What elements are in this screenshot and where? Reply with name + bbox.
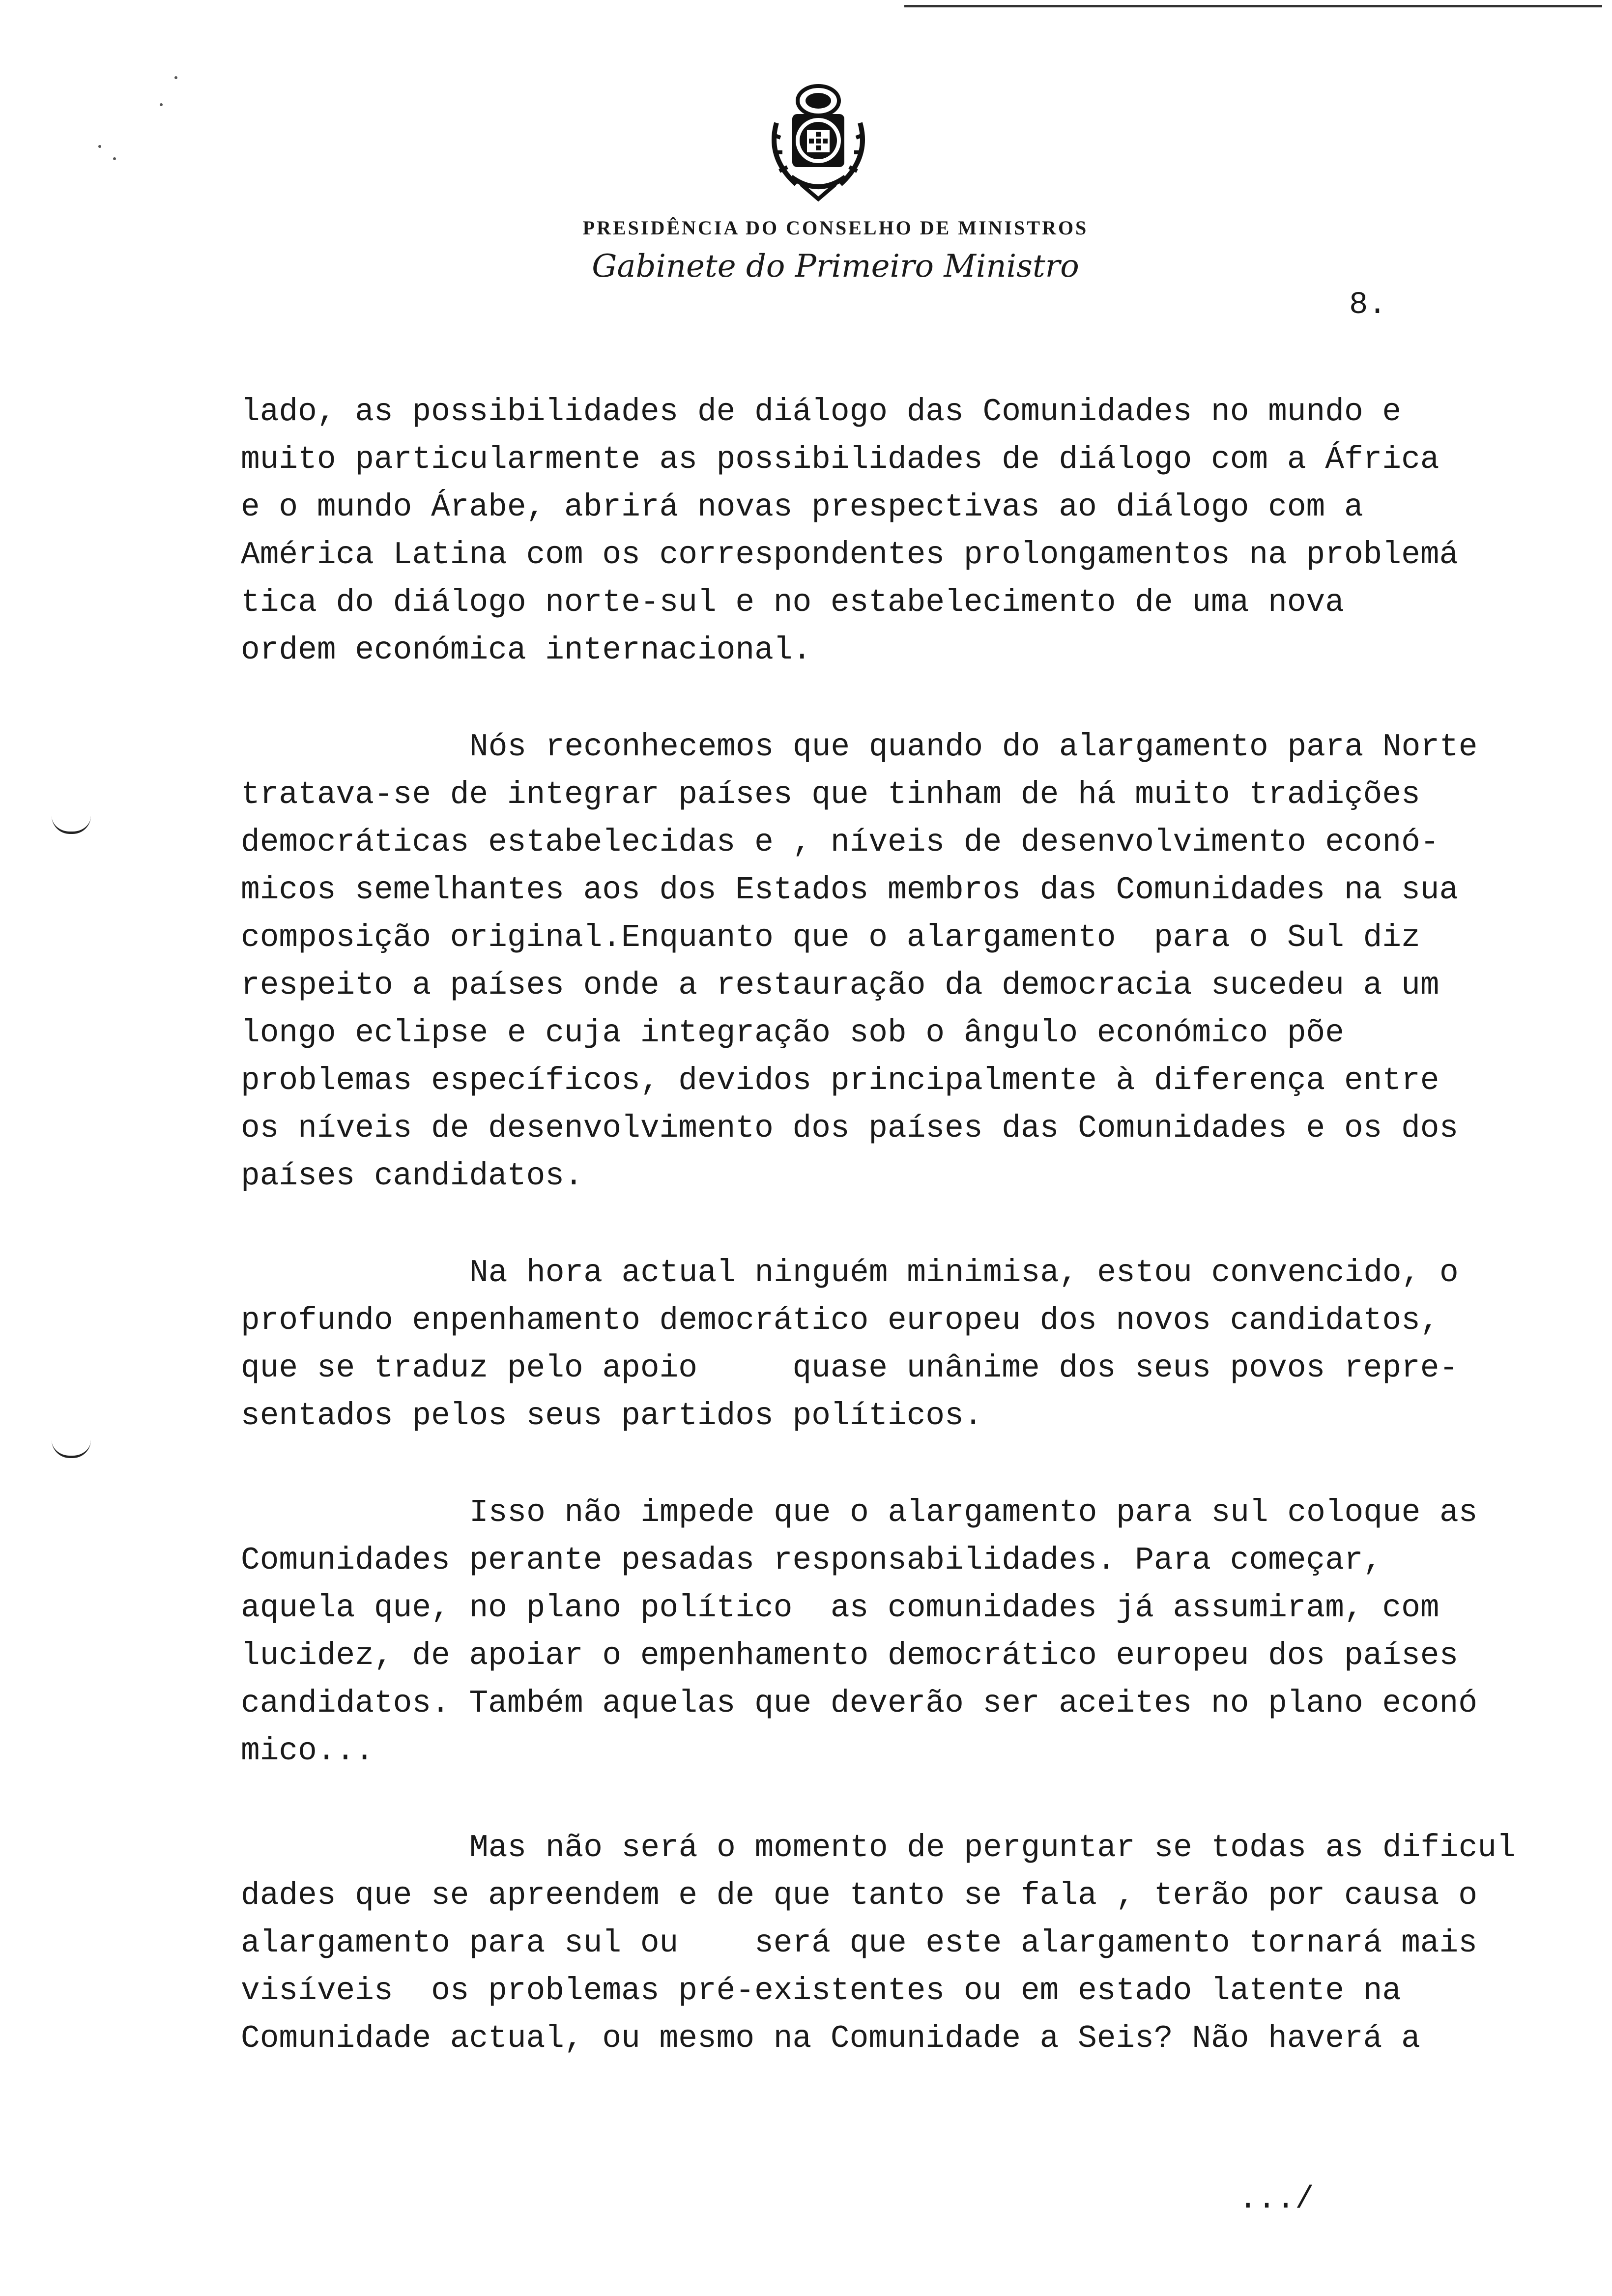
text-line: Mas não será o momento de perguntar se todas as dificul	[469, 1830, 1516, 1866]
text-line: e o mundo Árabe, abrirá novas prespectivas ao diálogo com a	[241, 489, 1363, 525]
paragraph	[241, 388, 1528, 674]
text-line: tratava-se de integrar países que tinham de há muito tradições	[241, 777, 1420, 813]
text-line: democráticas estabelecidas e , níveis de desenvolvimento econó-	[241, 825, 1439, 861]
text-line: aquela que, no plano político as comunidades já assumiram, com	[241, 1590, 1439, 1626]
text-line: Isso não impede que o alargamento para sul coloque as	[469, 1495, 1478, 1531]
binder-mark	[52, 816, 91, 834]
text-line: ordem económica internacional.	[241, 632, 812, 668]
text-line: os níveis de desenvolvimento dos países das Comunidades e os dos	[241, 1111, 1459, 1147]
text-line: Comunidade actual, ou mesmo na Comunidade a Seis? Não haverá a	[241, 2021, 1420, 2057]
text-line: lado, as possibilidades de diálogo das Comunidades no mundo e	[241, 394, 1402, 430]
scan-speck	[113, 157, 116, 160]
scan-speck	[174, 76, 177, 79]
coat-of-arms-seal	[762, 79, 875, 201]
text-line: sentados pelos seus partidos políticos.	[241, 1398, 983, 1434]
paragraph	[241, 1489, 1528, 1775]
top-rule	[904, 5, 1602, 7]
text-line: que se traduz pelo apoio quase unânime dos seus povos repre-	[241, 1350, 1459, 1386]
scan-speck	[160, 103, 163, 106]
text-line: composição original.Enquanto que o alargamento para o Sul diz	[241, 920, 1420, 956]
text-line: candidatos. Também aquelas que deverão ser aceites no plano econó	[241, 1686, 1477, 1722]
text-line: Nós reconhecemos que quando do alargamento para Norte	[469, 729, 1478, 765]
text-line: países candidatos.	[241, 1158, 583, 1194]
text-line: alargamento para sul ou será que este alargamento tornará mais	[241, 1925, 1477, 1961]
text-line: Na hora actual ninguém minimisa, estou convencido, o	[469, 1255, 1459, 1291]
text-line: tica do diálogo norte-sul e no estabelecimento de uma nova	[241, 585, 1344, 621]
text-line: dades que se apreendem e de que tanto se fala , terão por causa o	[241, 1878, 1477, 1914]
text-line: respeito a países onde a restauração da democracia sucedeu a um	[241, 968, 1439, 1004]
text-line: muito particularmente as possibilidades de diálogo com a África	[241, 442, 1439, 478]
text-line: América Latina com os correspondentes prolongamentos na problemá	[241, 537, 1459, 573]
text-line: micos semelhantes aos dos Estados membros das Comunidades na sua	[241, 872, 1459, 908]
text-line: lucidez, de apoiar o empenhamento democrático europeu dos países	[241, 1638, 1459, 1674]
scan-speck	[98, 145, 101, 148]
document-body	[241, 388, 1528, 2063]
binder-mark	[52, 1440, 91, 1458]
text-line: Comunidades perante pesadas responsabilidades. Para começar,	[241, 1543, 1382, 1578]
paragraph	[241, 723, 1528, 1200]
office-name: Gabinete do Primeiro Ministro	[592, 248, 1079, 285]
text-line: longo eclipse e cuja integração sob o ângulo económico põe	[241, 1015, 1344, 1051]
paragraph	[241, 1249, 1528, 1440]
paragraph	[241, 1824, 1528, 2063]
continuation-mark: .../	[1238, 2182, 1314, 2217]
text-line: mico...	[241, 1733, 374, 1769]
organization-name: PRESIDÊNCIA DO CONSELHO DE MINISTROS	[582, 217, 1089, 239]
text-line: profundo enpenhamento democrático europeu dos novos candidatos,	[241, 1303, 1439, 1339]
text-line: problemas específicos, devidos principalmente à diferença entre	[241, 1063, 1439, 1099]
page-number: 8.	[1349, 287, 1387, 323]
text-line: visíveis os problemas pré-existentes ou em estado latente na	[241, 1973, 1402, 2009]
